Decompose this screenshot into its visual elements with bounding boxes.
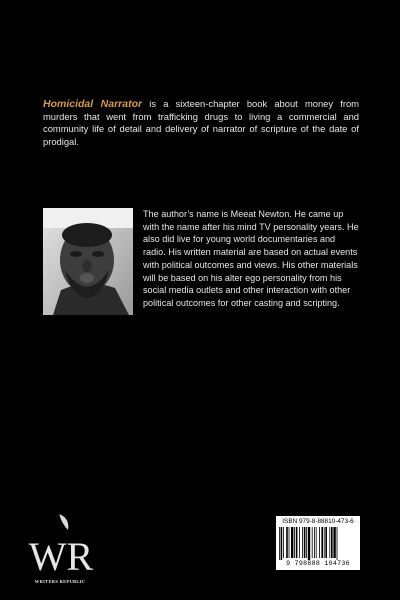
barcode-bar [308, 527, 310, 560]
barcode-bar [324, 527, 325, 558]
barcode-bar [333, 527, 335, 558]
barcode-bar [329, 527, 330, 558]
barcode-bar [296, 527, 298, 558]
barcode-bar [281, 527, 283, 560]
barcode-bar [314, 527, 315, 558]
author-portrait-image [43, 208, 133, 315]
barcode-bar [294, 527, 295, 558]
barcode-bar [306, 527, 307, 558]
barcode-bar [279, 527, 280, 560]
barcode-bar [316, 527, 317, 558]
publisher-logo [28, 512, 94, 580]
barcode-bar [325, 527, 327, 558]
book-description [43, 98, 359, 148]
barcode-bar [289, 527, 290, 558]
author-photo [43, 208, 133, 315]
barcode-bar [312, 527, 313, 558]
barcode-bar [286, 527, 288, 558]
barcode-bar [304, 527, 306, 558]
publisher-name: WRITERS REPUBLIC [34, 579, 86, 584]
isbn-barcode [276, 516, 360, 570]
barcode-bars [279, 527, 357, 560]
barcode-bar [319, 527, 320, 558]
description-text: is a sixteen-chapter book about money from murders that went from trafficking drugs to living a commercial and community life of detail and delivery of narrator of scripture of the date of prodigal. [43, 98, 359, 147]
feather-icon [59, 514, 68, 530]
barcode-number: 9 798888 104736 [286, 560, 350, 567]
isbn-label: ISBN 979-8-88810-473-6 [282, 518, 354, 525]
book-title: Homicidal Narrator [43, 98, 143, 110]
barcode-bar [299, 527, 300, 558]
barcode-bar [291, 527, 293, 558]
publisher-monogram: WR [28, 534, 94, 579]
barcode-bar [302, 527, 303, 558]
barcode-bar [337, 527, 338, 560]
barcode-bar [331, 527, 333, 558]
barcode-bar [283, 527, 284, 558]
author-bio: The author’s name is Meeat Newton. He came up with the name after his mind TV personality years. He also did live for young world documentaries and radio. His written material are based on actual events with political outcomes and views. His other materials will be based on his alter ego personality from his social media outlets and other interaction with other political outcomes for other casting and scripting. [143, 209, 359, 308]
barcode-bar [321, 527, 323, 558]
